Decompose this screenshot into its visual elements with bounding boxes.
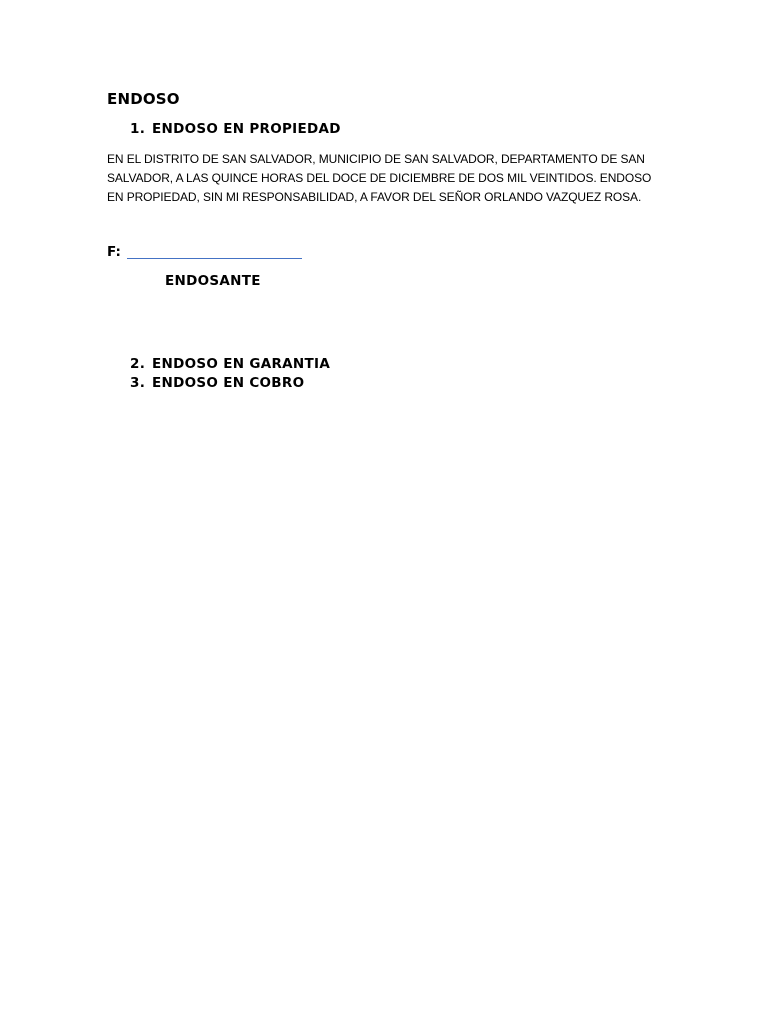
section-number: 1. xyxy=(130,121,146,137)
endorsement-paragraph: EN EL DISTRITO DE SAN SALVADOR, MUNICIPIO DE SAN SALVADOR, DEPARTAMENTO DE SAN SALVADOR, A LAS QUINCE HORAS DEL DOCE DE DICIEMBRE DE DOS MIL VEINTIDOS. ENDOSO EN PROPIEDAD, SIN MI RESPONSABILIDAD, A FAVOR DEL SEÑOR ORLANDO VAZQUEZ ROSA. xyxy=(107,152,652,204)
section-label: ENDOSO EN PROPIEDAD xyxy=(152,121,341,137)
section-endoso-en-cobro xyxy=(130,375,304,391)
document-title: ENDOSO xyxy=(107,90,180,108)
signature-line xyxy=(127,258,302,259)
signature-name: ENDOSANTE xyxy=(165,273,261,289)
section-endoso-en-garantia xyxy=(130,356,330,372)
signature-label: F: xyxy=(107,244,121,260)
section-number: 2. xyxy=(130,356,146,372)
signature-field xyxy=(107,244,121,264)
section-number: 3. xyxy=(130,375,146,391)
section-label: ENDOSO EN GARANTIA xyxy=(152,356,331,372)
section-endoso-en-propiedad xyxy=(130,121,341,137)
section-label: ENDOSO EN COBRO xyxy=(152,375,305,391)
